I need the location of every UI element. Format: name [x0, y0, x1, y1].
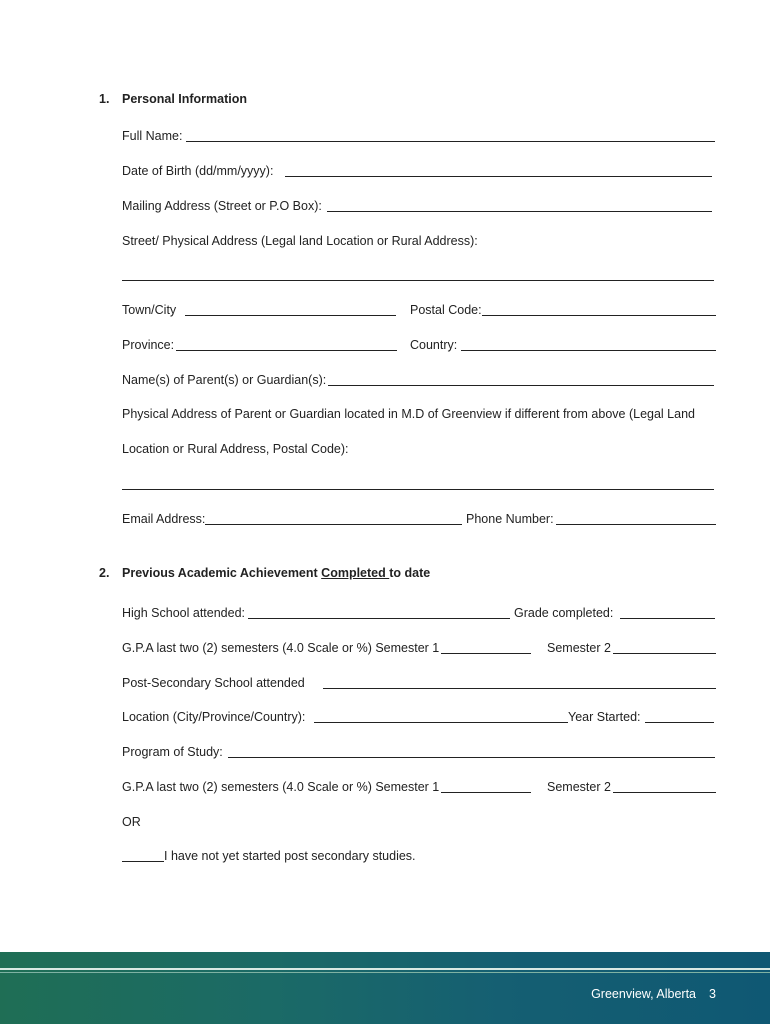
high-school-field[interactable] [248, 618, 510, 619]
gpa-high-school-label: G.P.A last two (2) semesters (4.0 Scale or %) Semester 1 [122, 641, 440, 655]
location-field[interactable] [314, 722, 568, 723]
section-1-number: 1. [99, 92, 110, 106]
post-secondary-label: Post-Secondary School attended [122, 676, 305, 690]
grade-completed-label: Grade completed: [514, 606, 614, 620]
not-started-label: I have not yet started post secondary studies. [164, 849, 416, 863]
email-field[interactable] [205, 524, 462, 525]
program-of-study-field[interactable] [228, 757, 715, 758]
mailing-address-label: Mailing Address (Street or P.O Box): [122, 199, 322, 213]
footer-stripe-thin [0, 972, 770, 973]
section-2-number: 2. [99, 566, 110, 580]
date-of-birth-label: Date of Birth (dd/mm/yyyy): [122, 164, 274, 178]
section-1-title: Personal Information [122, 92, 248, 106]
mailing-address-field[interactable] [327, 211, 712, 212]
parent-address-label-line1: Physical Address of Parent or Guardian located in M.D of Greenview if different from above (Legal Land [122, 407, 695, 421]
gpa-high-school-semester1-field[interactable] [441, 653, 531, 654]
gpa-post-secondary-label: G.P.A last two (2) semesters (4.0 Scale or %) Semester 1 [122, 780, 440, 794]
footer-stripe [0, 968, 770, 970]
street-address-field[interactable] [122, 280, 714, 281]
gpa-high-school-semester2-label: Semester 2 [547, 641, 611, 655]
phone-label: Phone Number: [466, 512, 554, 526]
not-started-checkbox-line[interactable] [122, 861, 164, 862]
country-field[interactable] [461, 350, 716, 351]
post-secondary-field[interactable] [323, 688, 716, 689]
section-2-title-c: to date [389, 566, 431, 580]
gpa-high-school-semester2-field[interactable] [613, 653, 716, 654]
section-2-title-a: Previous Academic Achievement [122, 566, 322, 580]
parent-address-field[interactable] [122, 489, 714, 490]
page-number: 3 [709, 987, 716, 1001]
parents-label: Name(s) of Parent(s) or Guardian(s): [122, 373, 327, 387]
date-of-birth-field[interactable] [285, 176, 712, 177]
program-of-study-label: Program of Study: [122, 745, 223, 759]
postal-code-label: Postal Code: [410, 303, 482, 317]
year-started-field[interactable] [645, 722, 714, 723]
gpa-post-secondary-semester1-field[interactable] [441, 792, 531, 793]
parents-field[interactable] [328, 385, 714, 386]
full-name-field[interactable] [186, 141, 715, 142]
location-label: Location (City/Province/Country): [122, 710, 306, 724]
section-2-title-completed: Completed [321, 566, 390, 580]
gpa-post-secondary-semester2-field[interactable] [613, 792, 716, 793]
province-label: Province: [122, 338, 175, 352]
or-label: OR [122, 815, 141, 829]
footer-location: Greenview, Alberta [591, 987, 696, 1001]
town-city-field[interactable] [185, 315, 396, 316]
email-label: Email Address: [122, 512, 206, 526]
high-school-label: High School attended: [122, 606, 246, 620]
grade-completed-field[interactable] [620, 618, 715, 619]
country-label: Country: [410, 338, 458, 352]
street-address-label: Street/ Physical Address (Legal land Location or Rural Address): [122, 234, 478, 248]
postal-code-field[interactable] [482, 315, 716, 316]
gpa-post-secondary-semester2-label: Semester 2 [547, 780, 611, 794]
year-started-label: Year Started: [568, 710, 641, 724]
town-city-label: Town/City [122, 303, 177, 317]
province-field[interactable] [176, 350, 397, 351]
phone-field[interactable] [556, 524, 716, 525]
parent-address-label-line2: Location or Rural Address, Postal Code): [122, 442, 349, 456]
full-name-label: Full Name: [122, 129, 183, 143]
